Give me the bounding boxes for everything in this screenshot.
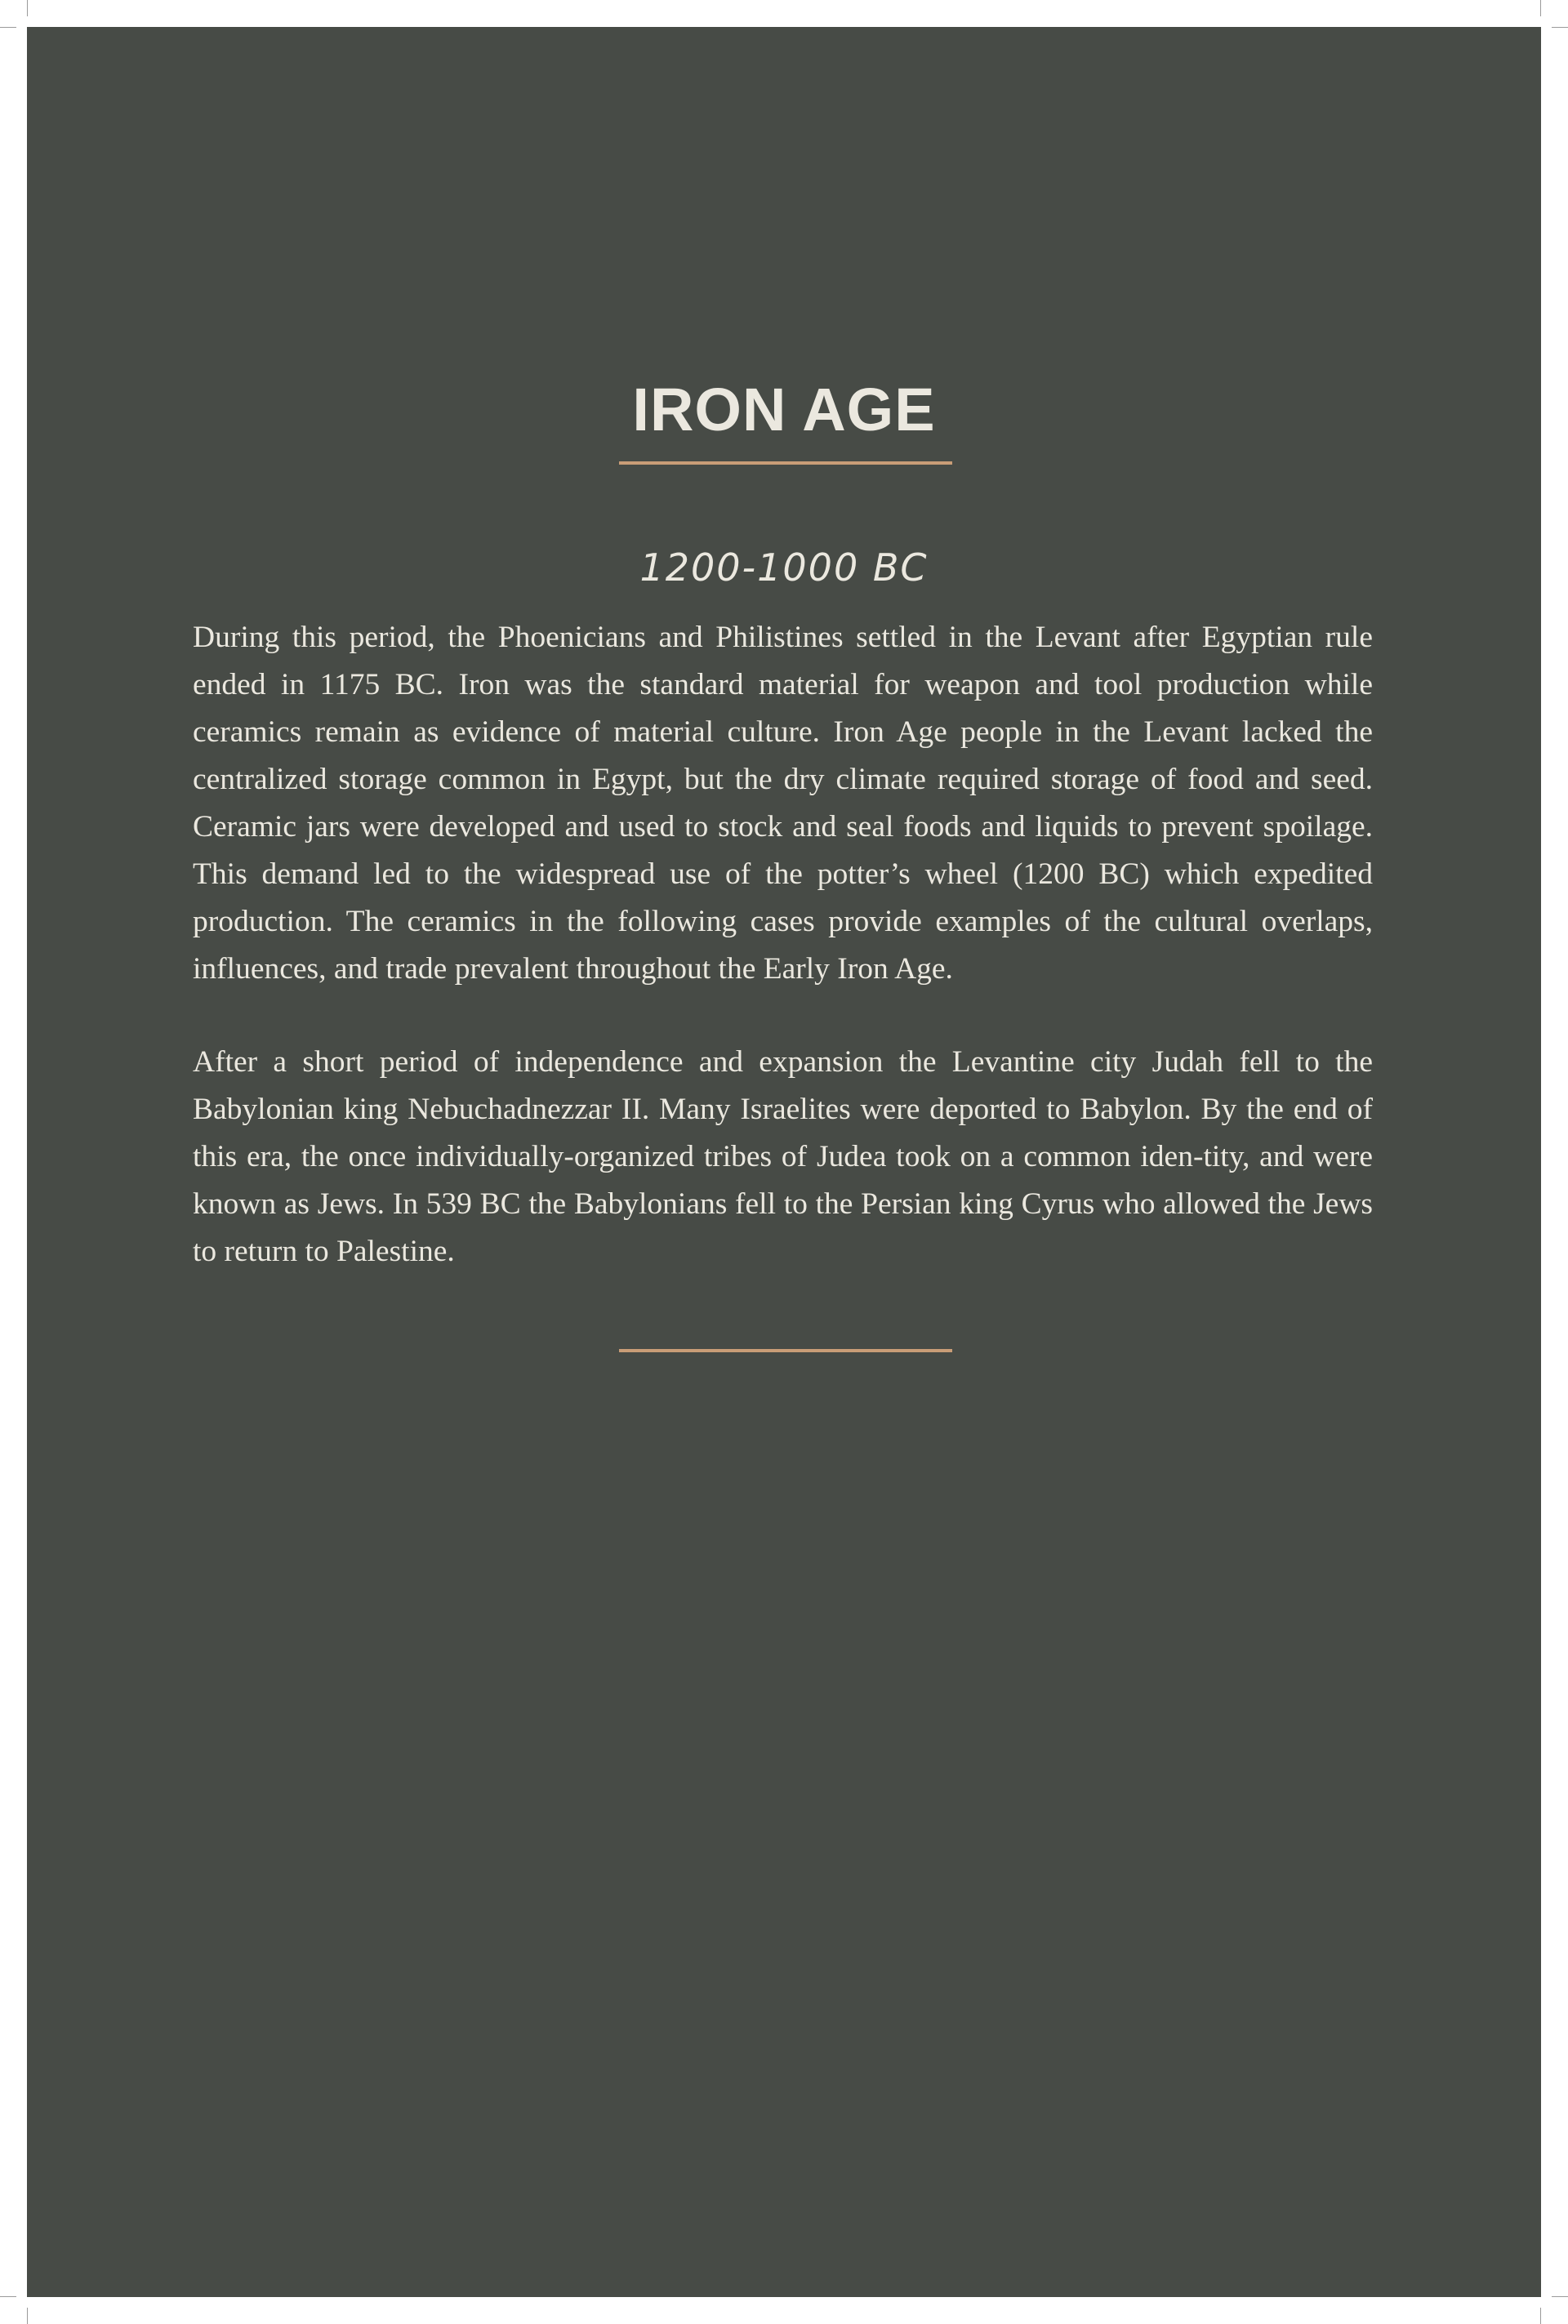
period-date: 1200-1000 BC	[639, 545, 929, 590]
section-divider	[619, 1349, 952, 1352]
crop-mark	[0, 27, 16, 28]
crop-mark	[27, 2308, 28, 2324]
page-title: IRON AGE	[632, 376, 936, 443]
crop-mark	[1552, 2296, 1568, 2297]
crop-mark	[1540, 2308, 1541, 2324]
crop-mark	[1552, 27, 1568, 28]
crop-mark	[1540, 0, 1541, 16]
crop-mark	[0, 2296, 16, 2297]
body-paragraph: During this period, the Phoenicians and Philistines settled in the Levant after Egyptian rule ended in 1175 BC. Iron was the standard material for weapon and tool production while ceramics remain as evidence of material culture. Iron Age people in the Levant lacked the centralized storage common in Egypt, but the dry climate required storage of food and seed. Ceramic jars were developed and used to stock and seal foods and liquids to prevent spoilage. This demand led to the widespread use of the potter’s wheel (1200 BC) which expedited production. The ceramics in the following cases provide examples of the cultural overlaps, influences, and trade prevalent throughout the Early Iron Age.	[193, 621, 1373, 986]
crop-mark	[27, 0, 28, 16]
title-underline	[619, 461, 952, 465]
body-paragraph: After a short period of independence and expansion the Levantine city Judah fell to the Babylonian king Nebuchadnezzar II. Many Israelites were deported to Babylon. By the end of this era, the once individually-organized tribes of Judea took on a common iden-tity, and were known as Jews. In 539 BC the Babylonians fell to the Persian king Cyrus who allowed the Jews to return to Palestine.	[193, 1045, 1373, 1268]
